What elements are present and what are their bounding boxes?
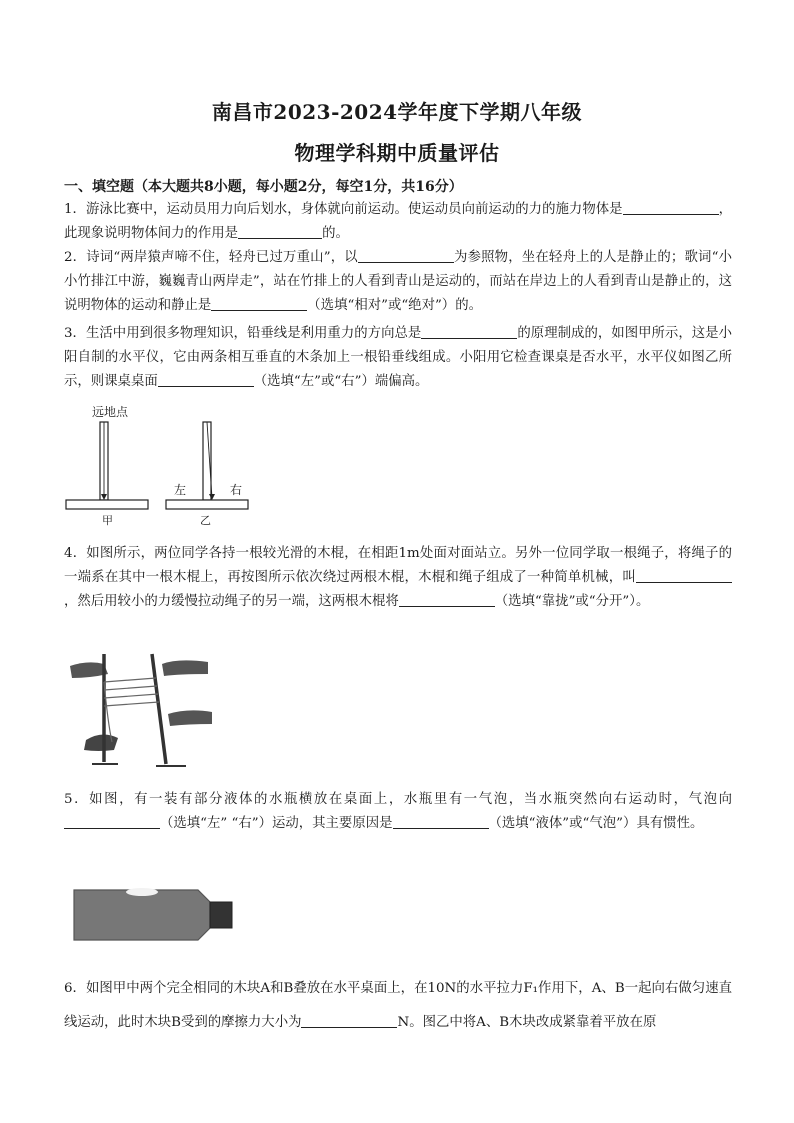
question-text: 1．游泳比赛中，运动员用力向后划水，身体就向前运动。使运动员向前运动的力的施力物体是 [64,202,623,217]
question-5 [64,788,732,836]
question-text: ，然后用较小的力缓慢拉动绳子的另一端，这两根木棍将 [64,594,399,609]
question-3 [64,322,732,394]
question-6 [64,972,732,1040]
exam-title: 南昌市2023-2024学年度下学期八年级 [211,100,583,124]
answer-blank[interactable] [623,200,719,215]
question-text: 3．生活中用到很多物理知识，铅垂线是利用重力的方向总是 [64,326,422,341]
answer-blank[interactable] [211,296,307,311]
question-text: 的。 [322,226,349,241]
level-instrument-figure [62,402,262,530]
level-figure-a [66,422,148,527]
answer-blank[interactable] [238,224,322,239]
left-label: 左 [174,483,187,497]
question-text: 2．诗词“两岸猿声啼不住，轻舟已过万重山”，以 [64,250,358,265]
right-label: 右 [230,483,243,497]
question-text: （选填“靠拢”或“分开”）。 [494,594,650,609]
question-text: （选填“相对”或“绝对”）的。 [307,298,482,313]
question-text: 的原理制成的，如图甲所示，这是小阳自制的水平仪，它由两条相互垂直的木条加上一根铅垂线组成。小阳用它检查课桌是否水平，水平仪如图乙所示，则课桌桌面 [64,326,732,389]
exam-subtitle: 物理学科期中质量评估 [294,141,500,165]
question-4 [64,542,732,614]
answer-blank[interactable] [399,592,495,607]
caption-b: 乙 [200,514,211,527]
bottle-figure [72,884,234,946]
answer-blank[interactable] [636,568,732,583]
question-text: N。图乙中将A、B木块改成紧靠着平放在原 [397,1015,657,1030]
question-text: 6．如图甲中两个完全相同的木块A和B叠放在水平桌面上，在10N的水平拉力F₁作用下，A、B一起向右做匀速直线运动，此时木块B受到的摩擦力大小为 [64,981,732,1030]
air-bubble [126,888,158,896]
answer-blank[interactable] [64,814,160,829]
question-text: 4．如图所示，两位同学各持一根较光滑的木棍，在相距1m处面对面站立。另外一位同学取一根绳子，将绳子的一端系在其中一根木棍上，再按图所示依次绕过两根木棍，木棍和绳子组成了一种简单机械，叫 [64,546,732,585]
answer-blank[interactable] [301,1013,397,1028]
answer-blank[interactable] [393,814,489,829]
question-text: 为参照物，坐在轻舟上的人是静止的；歌词“小小竹排江中游，巍巍青山两岸走”，站在竹排上的人看到青山是运动的，而站在岸边上的人看到青山是静止的，这说明物体的运动和静止是 [64,250,732,313]
section-heading: 一、填空题（本大题共8小题，每小题2分，每空1分，共16分） [64,179,463,195]
question-text: （选填“左”或“右”）端偏高。 [253,374,429,389]
answer-blank[interactable] [358,248,454,263]
question-text: （选填“液体”或“气泡”）具有惯性。 [488,816,704,831]
answer-blank[interactable] [158,372,254,387]
sticks-rope-figure [68,652,218,772]
question-text: ，此现象说明物体间力的作用是 [64,202,732,241]
far-point-label: 远地点 [92,405,129,419]
question-text: （选填“左” “右”）运动，其主要原因是 [160,816,393,831]
level-figure-b [166,422,248,527]
caption-a: 甲 [102,514,113,527]
question-text: 5．如图，有一装有部分液体的水瓶横放在桌面上，水瓶里有一气泡，当水瓶突然向右运动时，气泡向 [64,792,732,807]
answer-blank[interactable] [421,324,517,339]
question-2 [64,246,732,318]
question-1 [64,198,732,246]
